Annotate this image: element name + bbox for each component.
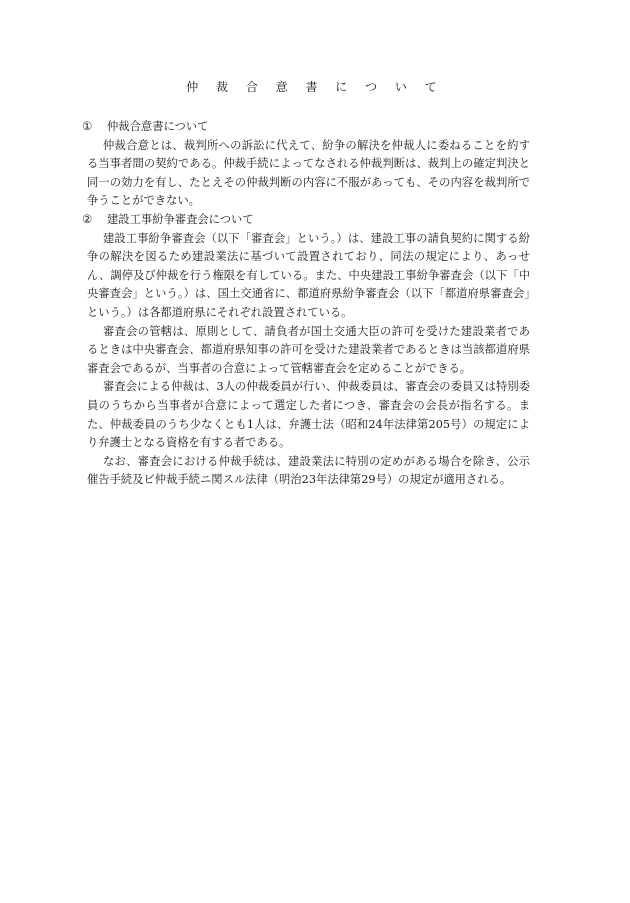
section-number: ② xyxy=(82,212,93,226)
paragraph: 建設工事紛争審査会（以下「審査会」という。）は、建設工事の請負契約に関する紛争の解決を図るため建設業法に基づいて設置されており、同法の規定により、あっせん、調停及び仲裁を行う権限を有している。また、中央建設工事紛争審査会（以下「中央審査会」という。）は、国土交通省に、都道府県紛争審査会（以下「都道府県審査会」という。）は各都道府県にそれぞれ設置されている。 xyxy=(87,231,530,319)
document-body xyxy=(82,118,530,490)
document-title: 仲 裁 合 意 書 に つ い て xyxy=(186,80,444,94)
section-heading-text: 仲裁合意書について xyxy=(107,120,209,133)
section-heading xyxy=(82,211,530,230)
section-heading-text: 建設工事紛争審査会について xyxy=(107,212,254,226)
section-number: ① xyxy=(82,120,93,133)
paragraph: 審査会の管轄は、原則として、請負者が国土交通大臣の許可を受けた建設業者であるときは中央審査会、都道府県知事の許可を受けた建設業者であるときは当該都道府県審査会であるが、当事者の合意によって管轄審査会を定めることができる。 xyxy=(87,324,530,375)
section-heading xyxy=(82,118,530,137)
paragraph: 審査会による仲裁は、3人の仲裁委員が行い、仲裁委員は、審査会の委員又は特別委員のうちから当事者が合意によって選定した者につき、審査会の会長が指名する。また、仲裁委員のうち少なくとも1人は、弁護士法（昭和24年法律第205号）の規定により弁護士となる資格を有する者である。 xyxy=(87,380,530,450)
paragraph: 仲裁合意とは、裁判所への訴訟に代えて、紛争の解決を仲裁人に委ねることを約する当事者間の契約である。仲裁手続によってなされる仲裁判断は、裁判上の確定判決と同一の効力を有し、たとえその仲裁判断の内容に不服があっても、その内容を裁判所で争うことができない。 xyxy=(87,138,530,208)
paragraph: なお、審査会における仲裁手続は、建設業法に特別の定めがある場合を除き、公示催告手続及ビ仲裁手続ニ関スル法律（明治23年法律第29号）の規定が適用される。 xyxy=(87,454,530,487)
